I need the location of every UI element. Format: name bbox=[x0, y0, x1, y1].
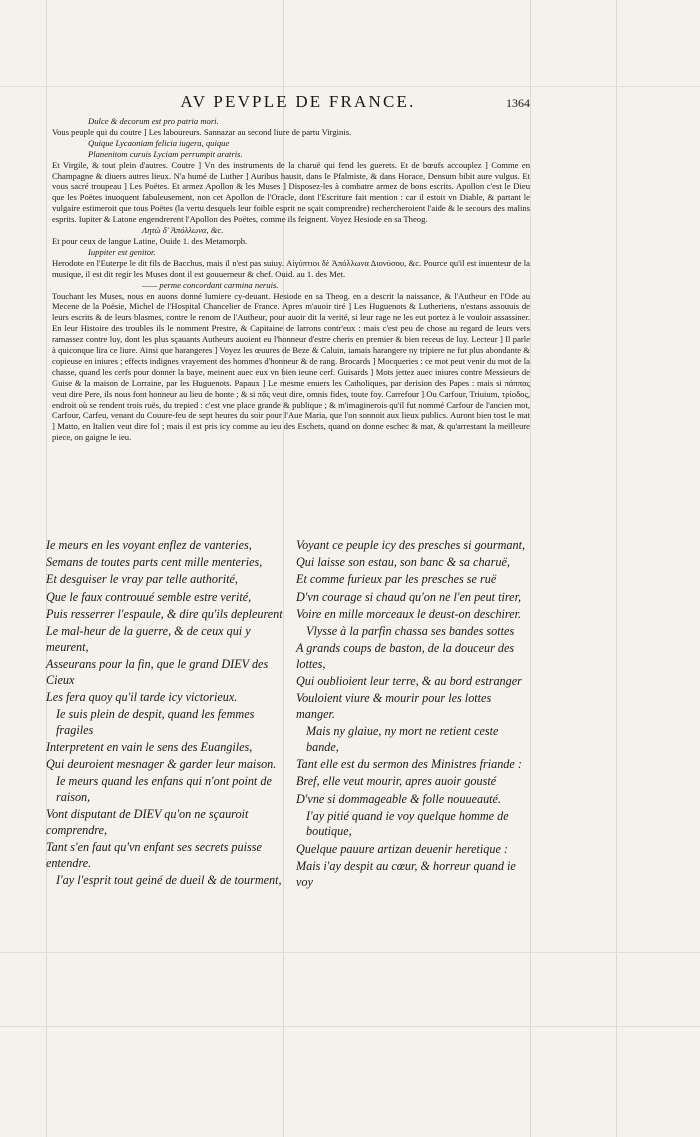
verse-line: Que le faux controuué semble estre verité, bbox=[46, 589, 252, 604]
verse-line: Qui oublioient leur terre, & au bord estranger bbox=[296, 674, 522, 689]
verse-line: Voire en mille morceaux le deust-on deschirer. bbox=[296, 606, 522, 621]
verse-line: Mais ny glaiue, ny mort ne retient ceste bande, bbox=[306, 724, 499, 754]
verse-line: Voyant ce peuple icy des presches si gourmant, bbox=[296, 538, 526, 552]
verse-line: Le mal-heur de la guerre, & de ceux qui y meurent, bbox=[46, 624, 251, 654]
verse-line: Les fera quoy qu'il tarde icy victorieux. bbox=[46, 689, 238, 704]
running-title: AV PEVPLE DE FRANCE. bbox=[180, 92, 416, 111]
verse-line: Et desguiser le vray par telle authorité, bbox=[46, 572, 238, 587]
verse-line: Qui laisse son estau, son banc & sa charuë, bbox=[296, 555, 510, 570]
commentary-paragraph: Λητὼ δ' Ἀπόλλωνα, &c. bbox=[142, 225, 224, 236]
commentary-block bbox=[52, 116, 530, 443]
page-number: 1364 bbox=[506, 96, 530, 110]
ruled-line bbox=[616, 0, 617, 1137]
ruled-line bbox=[0, 86, 700, 87]
commentary-paragraph: Planenitom curuis Lyciam perrumpit aratris. bbox=[88, 148, 243, 159]
verse-line: Vouloient viure & mourir pour les lottes manger. bbox=[296, 691, 492, 722]
verse-line: Ie meurs quand les enfans qui n'ont point de raison, bbox=[56, 774, 272, 805]
verse-line: A grands coups de baston, de la douceur des lottes, bbox=[296, 641, 515, 671]
ruled-line bbox=[530, 0, 531, 1137]
verse-line: D'vn courage si chaud qu'on ne l'en peut tirer, bbox=[296, 589, 522, 604]
commentary-paragraph: Vous peuple qui du coutre ] Les laboureurs. Sannazar au second liure de partu Virginis. bbox=[52, 126, 352, 137]
verse-line: Tant s'en faut qu'vn enfant ses secrets puisse entendre. bbox=[46, 840, 262, 870]
commentary-paragraph: Herodote en l'Euterpe le dit fils de Bacchus, mais il n'est pas suiuy. Αἰγύπτιοι δὲ Ἀπόλλωνα Διονύσου, &c. Pource qu'il est inuenteur de la musique, il est dit regir les Muses dont il est gouuerneur & chef. Ouid. au 1. des Met. bbox=[52, 257, 530, 279]
commentary-paragraph: Et Virgile, & tout plein d'autres. Coutre ] Vn des instruments de la charuë qui fend les guerets. Et de bœufs accouplez ] Comme en Champagne & diuers autres lieux. N'a humé de Luther ] Auribus hausit, dans le Pfalmiste, & dans Horace, Densum bibit aure vulgus. Et vous sacré troupeau ] Les Poëtes. Et armez Apollon & les Muses ] Disposez-les à combatre armez de bons escrits. Apollon c'est le Dieu que les Poëtes inuoquent fabuleusement, non cet Apollon de l'Oracle, dont l'Escriture fait mention : car il estoit vn Diable, & partant le vulgaire estimeroit que tous Poëtes (la vertu desquels leur foible esprit ne sçait comprendre) rechercheroient l'aide & le secours des malins esprits. Iupiter & Latone engendrerent l'Apollon des Poëtes, comme ils feignent. Voyez Hesiode en sa Theog. bbox=[52, 159, 530, 225]
verse-line: Bref, elle veut mourir, apres auoir gousté bbox=[296, 774, 497, 789]
verse-column-left bbox=[46, 538, 286, 890]
verse-line: Quelque pauure artizan deuenir heretique : bbox=[296, 841, 508, 856]
verse-line: Vlysse à la parfin chassa ses bandes sottes bbox=[306, 624, 515, 639]
verse-line: I'ay pitié quand ie voy quelque homme de boutique, bbox=[306, 808, 509, 839]
ruled-line bbox=[0, 952, 700, 953]
verse-line: I'ay l'esprit tout geiné de dueil & de tourment, bbox=[56, 873, 282, 888]
verse-column-right bbox=[296, 538, 530, 892]
verse-line: Puis resserrer l'espaule, & dire qu'ils depleurent bbox=[46, 606, 283, 621]
commentary-paragraph: Quique Lycaoniam felicia iugera, quique bbox=[88, 137, 230, 148]
verse-line: Vont disputant de DIEV qu'on ne sçauroit comprendre, bbox=[46, 807, 249, 837]
verse-line: Et comme furieux par les presches se ruë bbox=[296, 572, 497, 587]
verse-line: Tant elle est du sermon des Ministres friande : bbox=[296, 757, 522, 772]
verse-line: Mais i'ay despit au cœur, & horreur quand ie voy bbox=[296, 858, 516, 889]
verse-line: Asseurans pour la fin, que le grand DIEV des Cieux bbox=[46, 656, 269, 687]
verse-line: D'vne si dommageable & folle nouueauté. bbox=[296, 791, 502, 806]
verse-line: Interpretent en vain le sens des Euangiles, bbox=[46, 739, 253, 754]
commentary-paragraph: —— perme concordant carmina neruis. bbox=[142, 279, 279, 290]
commentary-paragraph: Iuppiter est genitor. bbox=[88, 246, 156, 257]
verse-line: Qui deuroient mesnager & garder leur maison. bbox=[46, 757, 277, 772]
verse-line: Semans de toutes parts cent mille menteries, bbox=[46, 555, 263, 570]
verse-line: Ie meurs en les voyant enflez de vanteries, bbox=[46, 538, 252, 552]
commentary-paragraph: Et pour ceux de langue Latine, Ouide 1. des Metamorph. bbox=[52, 235, 248, 246]
commentary-paragraph: Touchant les Muses, nous en auons donné lumiere cy-deuant. Hesiode en sa Theog. en a descrit la naissance, & l'Autheur en l'Ode au Mecene de la Poësie, Michel de l'Hospital Chancelier de France. Apres m'auoir tiré ] Les Huguenots & Lutheriens, n'estans assouuis de leurs escrits & de leurs blasmes, contre le renom de l'Autheur, pour auoir dit la verité, si leur rage ne les eut portez à le vouloir assassiner. En leur Histoire des troubles ils le nomment Prestre, & Capitaine de larrons contr'eux : mais c'est peu de chose au regard de leurs vers ramassez contre luy, dont les plus sçauants Autheurs auoient eu l'honneur d'estre cheris en premier & bien receus de luy. Lecteur ] Il parle à quiconque lira ce liure. Ainsi que harangeres ] Voyez les œuures de Beze & Caluin, iamais harangere ny tripiere ne fut plus abondante & copieuse en iniures ; effects indignes vrayement des hommes d'honneur & de rang. Brocards ] Mocqueries : ce mot peut venir du mot de la chasse, quand les cerfs pour donner la baye, meinent auec eux vn bien ieune cerf. Guisards ] Mots jettez auec iniures contre Messieurs de Guise & la maison de Lorraine, par les Huguenots. Papaux ] Le mesme enuers les Catholiques, par derision des Papes : mais si πάππας veut dire Pere, ils nous font honneur au lieu de honte ; & si πᾶς veut dire, omnis fides, toute foy. Carrefour ] Ou Carfour, Triuium, τρίοδος, endroit où se rendent trois ruës, du trepied : c'est vne place grande & publique ; & m'imaginerois qu'il fut nommé Carfour de l'ancien mot, Carfour, Carfeu, venant du Couure-feu de sept heures du soir pour l'Aue Maria, que l'on sonnoit aux lieux publics. Auront bien tost le mat ] Matto, en Italien veut dire fol ; mais il est pris icy comme au ieu des Eschets, quand on donne eschec & mat, & qu'arrestant la meilleure piece, on gaigne le ieu. bbox=[52, 290, 530, 443]
verse-line: Ie suis plein de despit, quand les femmes fragiles bbox=[56, 707, 255, 737]
ruled-line bbox=[0, 1026, 700, 1027]
commentary-paragraph: Dulce & decorum est pro patria mori. bbox=[88, 116, 219, 126]
